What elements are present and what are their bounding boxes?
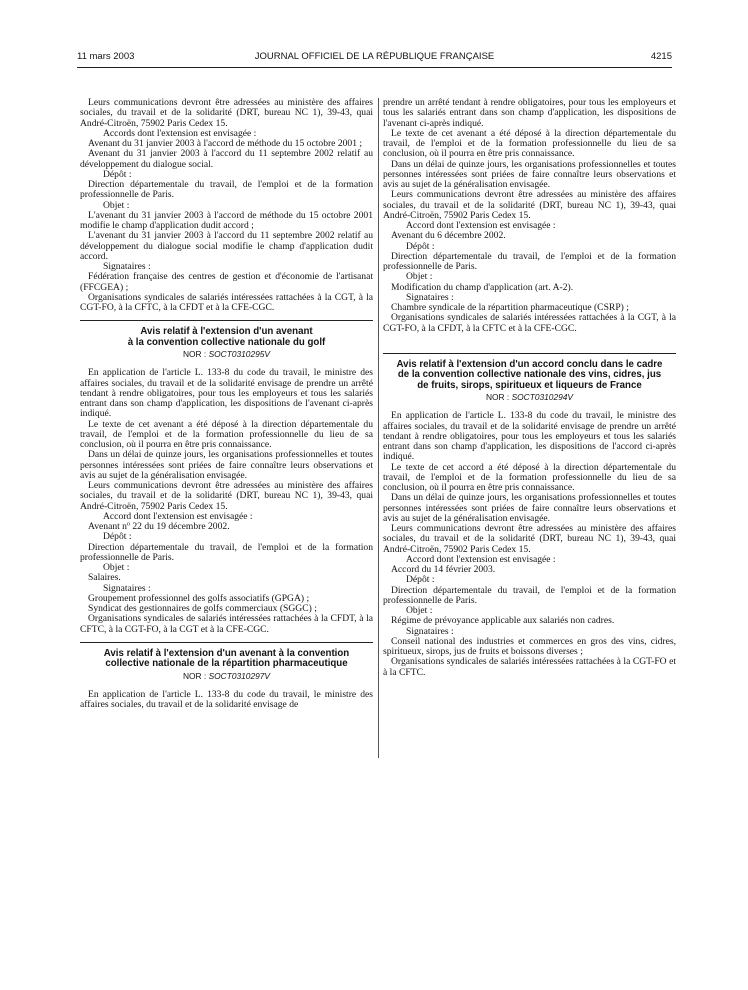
right-column [383,98,676,678]
section-title-line: Avis relatif à l'extension d'un avenant [140,326,313,338]
vins-paragraphs [383,411,676,678]
left-column [80,98,373,710]
section-title-line: de la convention collective nationale des vins, cidres, jus [397,369,662,381]
paragraph: Salaires. [88,572,121,584]
field-label: Objet : [103,199,130,211]
paragraph: Organisations syndicales de salariés intéressées rattachées à la CGT, à la CGT-FO, à la CFDT, à la CFTC et à la CFE-CGC. [383,312,676,334]
field-label: Accord dont l'extension est envisagée : [406,553,556,565]
nor-code: SOCT0310295V [208,349,271,360]
paragraph: Dans un délai de quinze jours, les organisations professionnelles et toutes personnes intéressées sont priées de faire connaître leurs observations et avis au sujet de la généralisation envisagée. [80,449,373,481]
paragraph: Conseil national des industries et commerces en gros des vins, cidres, spiritueux, sirops, jus de fruits et boissons diverses ; [383,635,676,657]
paragraph: En application de l'article L. 133-8 du code du travail, le ministre des affaires sociales, du travail et de la solidarité envisage de prendre un arrêté tendant à rendre obligatoires, pour tous les employeurs et tous les salariés entrant dans son champ d'application, les dispositions de l'avenant ci-après indiqué. [80,367,373,420]
nor-label: NOR : [182,349,207,360]
header-rule [77,67,672,68]
header-journal-title: JOURNAL OFFICIEL DE LA RÉPUBLIQUE FRANÇAISE [254,51,495,62]
paragraph: Avenant du 6 décembre 2002. [391,230,506,242]
nor-reference-pharma [80,671,373,681]
paragraph: Dans un délai de quinze jours, les organisations professionnelles et toutes personnes intéressées sont priées de faire connaître leurs observations et avis au sujet de la généralisation envisagée. [383,492,676,524]
paragraph: Direction départementale du travail, de l'emploi et de la formation professionnelle de Paris. [80,179,373,201]
header-date: 11 mars 2003 [77,51,135,62]
paragraph: Leurs communications devront être adressées au ministère des affaires sociales, du travail et de la solidarité (DRT, bureau NC 1), 39-43, quai André-Citroën, 75902 Paris Cedex 15. [383,189,676,221]
paragraph: Organisations syndicales de salariés intéressées rattachées à la CFDT, à la CFTC, à la CGT-FO, à la CGT et à la CFE-CGC. [80,613,373,635]
field-label: Objet : [406,605,433,616]
paragraph: Syndicat des gestionnaires de golfs commerciaux (SGGC) ; [88,603,317,614]
paragraph: Avenant du 31 janvier 2003 à l'accord de méthode du 15 octobre 2001 ; [88,138,363,149]
section-heading-pharma [80,642,373,681]
column-separator [378,98,379,758]
section-title-vins [383,360,676,392]
field-label: Signataires : [103,582,151,594]
golf-paragraphs [80,368,373,635]
paragraph: Le texte de cet avenant a été déposé à la direction départementale du travail, de l'emploi et de la formation professionnelle du lieu de sa conclusion, où il pourra en être pris connaissance. [383,127,676,160]
field-label: Signataires : [103,261,151,272]
paragraph: Modification du champ d'application (art. A-2). [391,281,574,293]
paragraph: Groupement professionnel des golfs associatifs (GPGA) ; [88,592,310,604]
paragraph: En application de l'article L. 133-8 du code du travail, le ministre des affaires sociales, du travail et de la solidarité envisage de prendre un arrêté tendant à rendre obligatoires, pour tous les employeurs et tous les salariés entrant dans son champ d'application, les dispositions de l'accord ci-après indiqué. [383,410,676,463]
section-title-pharma [80,649,373,670]
field-label: Dépôt : [406,240,435,252]
paragraph: Leurs communications devront être adressées au ministère des affaires sociales, du travail et de la solidarité (DRT, bureau NC 1), 39-43, quai André-Citroën, 75902 Paris Cedex 15. [80,97,373,129]
paragraph: Direction départementale du travail, de l'emploi et de la formation professionnelle de Paris. [383,250,676,272]
paragraph: prendre un arrêté tendant à rendre obligatoires, pour tous les employeurs et tous les salariés entrant dans son champ d'application, les dispositions de l'avenant ci-après indiqué. [383,97,676,129]
field-label: Accords dont l'extension est envisagée : [103,127,257,139]
section-title-line: Avis relatif à l'extension d'un avenant à la convention [103,647,350,659]
nor-label: NOR : [182,670,207,681]
field-label: Dépôt : [103,531,132,543]
field-label: Dépôt : [103,168,132,180]
paragraph: Chambre syndicale de la répartition pharmaceutique (CSRP) ; [391,302,629,313]
right-top-paragraphs [383,98,676,334]
paragraph: Le texte de cet avenant a été déposé à la direction départementale du travail, de l'emploi et de la formation professionnelle du lieu de sa conclusion, où il pourra en être pris connaissance. [80,418,373,450]
field-label: Signataires : [406,291,454,303]
paragraph: Fédération française des centres de gestion et d'économie de l'artisanat (FFCGEA) ; [80,271,373,293]
paragraph: En application de l'article L. 133-8 du code du travail, le ministre des affaires sociales, du travail et de la solidarité envisage de [80,688,373,710]
paragraph: Avenant du 31 janvier 2003 à l'accord du 11 septembre 2002 relatif au développement du dialogue social. [80,148,373,170]
field-label: Objet : [406,271,433,283]
paragraph: Régime de prévoyance applicable aux salariés non cadres. [391,615,615,627]
header-page-number: 4215 [650,51,672,62]
section-title-line: de fruits, sirops, spiritueux et liqueurs de France [417,379,642,391]
section-heading-vins [383,353,676,403]
paragraph: Organisations syndicales de salariés intéressées rattachées à la CGT-FO et à la CFTC. [383,656,676,678]
section-title-line: collective nationale de la répartition pharmaceutique [105,658,348,670]
paragraph: L'avenant du 31 janvier 2003 à l'accord du 11 septembre 2002 relatif au développement du dialogue social modifie le champ d'application dudit accord. [80,230,373,262]
nor-reference-golf [80,349,373,359]
paragraph: Leurs communications devront être adressées au ministère des affaires sociales, du travail et de la solidarité (DRT, bureau NC 1), 39-43, quai André-Citroën, 75902 Paris Cedex 15. [383,523,676,555]
paragraph: Organisations syndicales de salariés intéressées rattachées à la CGT, à la CGT-FO, à la CFTC, à la CFDT et à la CFE-CGC. [80,291,373,313]
nor-code: SOCT0310297V [208,670,271,681]
paragraph: Direction départementale du travail, de l'emploi et de la formation professionnelle de Paris. [383,584,676,606]
section-title-line: à la convention collective nationale du golf [127,336,326,348]
nor-label: NOR : [485,392,510,403]
field-label: Objet : [103,562,130,573]
left-top-paragraphs [80,98,373,313]
paragraph: Direction départementale du travail, de l'emploi et de la formation professionnelle de Paris. [80,541,373,563]
paragraph: Avenant nº 22 du 19 décembre 2002. [88,521,230,532]
paragraph: Accord du 14 février 2003. [391,564,496,575]
field-label: Accord dont l'extension est envisagée : [406,220,556,231]
paragraph: Leurs communications devront être adressées au ministère des affaires sociales, du travail et de la solidarité (DRT, bureau NC 1), 39-43, quai André-Citroën, 75902 Paris Cedex 15. [80,480,373,512]
pharma-paragraphs [80,690,373,711]
section-title-golf [80,327,373,348]
section-title-line: Avis relatif à l'extension d'un accord conclu dans le cadre [396,358,663,370]
nor-reference-vins [383,392,676,402]
field-label: Signataires : [406,625,454,637]
page-header [77,51,672,65]
field-label: Dépôt : [406,574,435,586]
nor-code: SOCT0310294V [511,392,574,403]
paragraph: Le texte de cet accord a été déposé à la direction départementale du travail, de l'emploi et de la formation professionnelle du lieu de sa conclusion, où il pourra en être pris connaissance. [383,461,676,493]
paragraph: Dans un délai de quinze jours, les organisations professionnelles et toutes personnes intéressées sont priées de faire connaître leurs observations et avis au sujet de la généralisation envisagée. [383,158,676,190]
field-label: Accord dont l'extension est envisagée : [103,510,253,522]
paragraph: L'avenant du 31 janvier 2003 à l'accord de méthode du 15 octobre 2001 modifie le champ d'application dudit accord ; [80,209,373,231]
section-heading-golf [80,320,373,359]
